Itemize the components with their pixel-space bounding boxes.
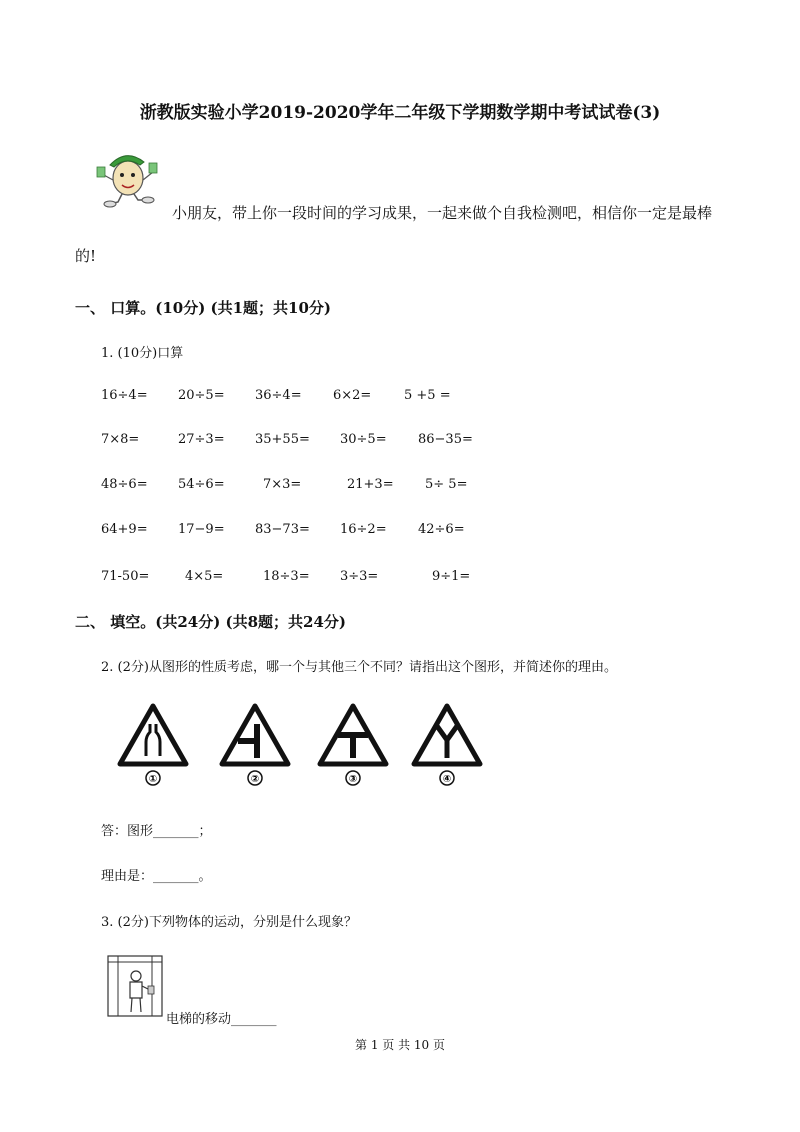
problem-cell: 21+3= <box>347 477 394 492</box>
problem-cell: 6×2= <box>333 388 372 403</box>
problem-cell: 86−35= <box>418 432 473 447</box>
sign-number: ③ <box>348 774 358 785</box>
problem-cell: 17−9= <box>178 522 225 537</box>
intro-text-line1: 小朋友，带上你一段时间的学习成果，一起来做个自我检测吧，相信你一定是最棒 <box>172 204 713 222</box>
problem-cell: 16÷4= <box>101 388 148 403</box>
mascot-illustration <box>96 150 160 208</box>
problem-cell: 71-50= <box>101 569 150 584</box>
road-sign-2-icon <box>218 702 292 788</box>
sign-number: ② <box>250 774 260 785</box>
road-sign-3-icon <box>316 702 390 788</box>
problem-cell: 64+9= <box>101 522 148 537</box>
problem-cell: 16÷2= <box>340 522 387 537</box>
problem-cell: 4×5= <box>185 569 224 584</box>
problem-cell: 48÷6= <box>101 477 148 492</box>
section-1-heading: 一、 口算。(10分) (共1题；共10分) <box>75 299 332 317</box>
sign-number: ④ <box>442 774 452 785</box>
problem-cell: 35+55= <box>255 432 310 447</box>
problem-cell: 30÷5= <box>340 432 387 447</box>
problem-cell: 9÷1= <box>432 569 471 584</box>
intro-text-line2: 的! <box>75 247 97 265</box>
problem-cell: 3÷3= <box>340 569 379 584</box>
problem-cell: 18÷3= <box>263 569 310 584</box>
road-sign-4-icon <box>410 702 484 788</box>
problem-cell: 5÷ 5= <box>425 477 468 492</box>
page-footer: 第 1 页 共 10 页 <box>355 1038 445 1052</box>
problem-cell: 54÷6= <box>178 477 225 492</box>
question-2-reason-line: 理由是：_______。 <box>101 869 212 884</box>
page-title: 浙教版实验小学2019-2020学年二年级下学期数学期中考试试卷(3) <box>139 103 661 123</box>
question-2-answer-line: 答：图形_______； <box>101 824 212 839</box>
problem-cell: 83−73= <box>255 522 310 537</box>
question-3-item-elevator: 电梯的移动_______ <box>166 1012 277 1027</box>
problem-cell: 20÷5= <box>178 388 225 403</box>
question-2-label: 2. (2分)从图形的性质考虑，哪一个与其他三个不同？请指出这个图形，并简述你的理由。 <box>101 660 617 675</box>
question-1-label: 1. (10分)口算 <box>101 346 184 361</box>
sign-number: ① <box>148 774 158 785</box>
problem-cell: 42÷6= <box>418 522 465 537</box>
problem-cell: 7×3= <box>263 477 302 492</box>
problem-cell: 5 +5 = <box>404 388 451 403</box>
question-3-label: 3. (2分)下列物体的运动，分别是什么现象？ <box>101 915 357 930</box>
problem-cell: 7×8= <box>101 432 140 447</box>
elevator-illustration <box>106 952 166 1020</box>
problem-cell: 27÷3= <box>178 432 225 447</box>
section-2-heading: 二、 填空。(共24分) (共8题；共24分) <box>75 613 347 631</box>
road-sign-1-icon <box>116 702 190 788</box>
problem-cell: 36÷4= <box>255 388 302 403</box>
